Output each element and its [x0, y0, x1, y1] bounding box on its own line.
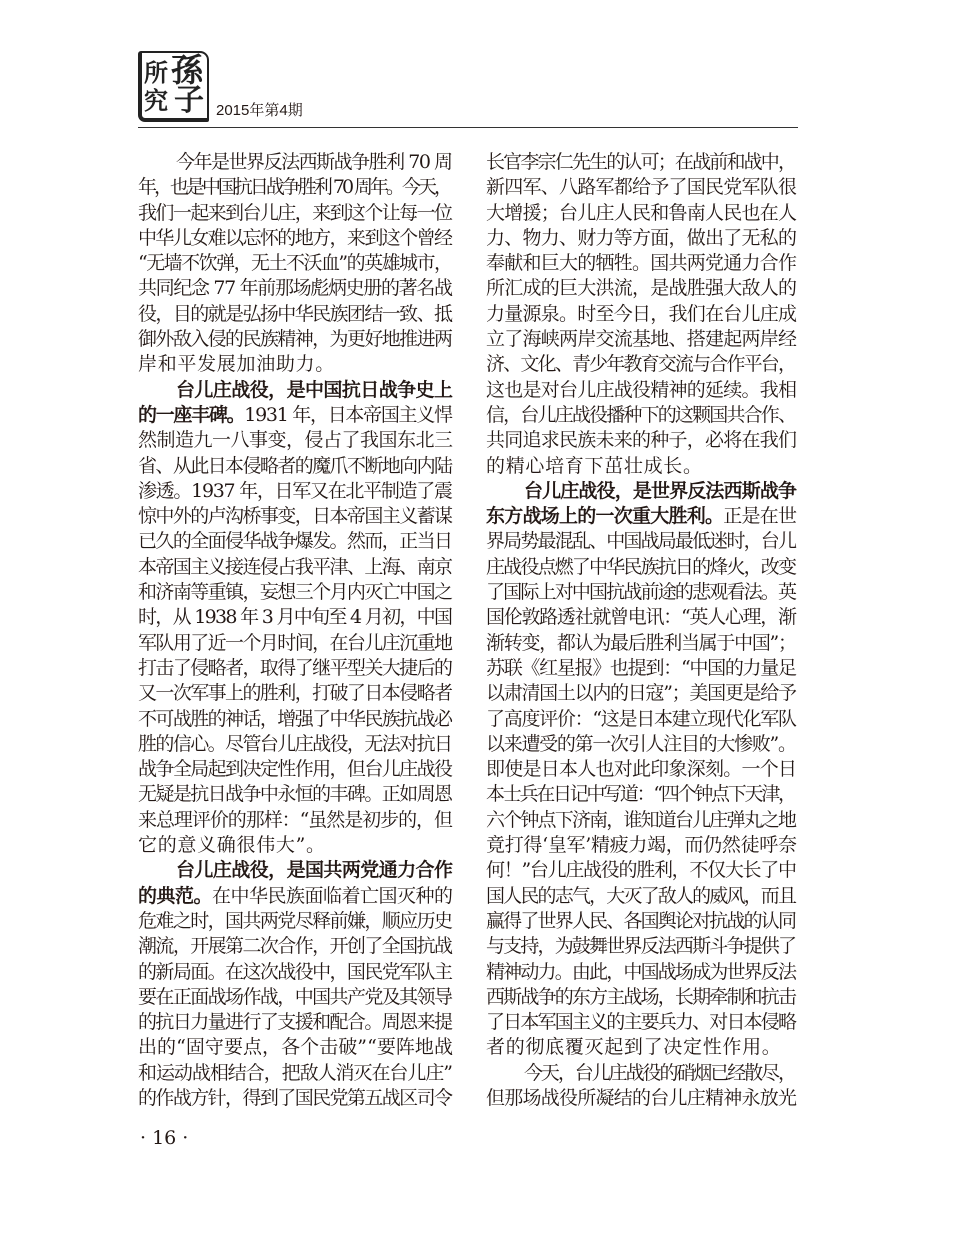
text-line: 共同纪念 77 年前那场彪炳史册的著名战 [138, 277, 452, 300]
text-line [138, 884, 453, 909]
bold-lead-in: 的一座丰碑。 [138, 403, 245, 426]
text-line: 今年是世界反法西斯战争胜利 70 周 [176, 151, 452, 173]
text-line: 然制造九一八事变，侵占了我国东北三 [138, 429, 453, 452]
text-line: 界局势最混乱、中国战局最低迷时，台儿 [486, 530, 796, 553]
text-line: 省、从此日本侵略者的魔爪不断地向内陆 [138, 454, 452, 477]
text-line: 立了海峡两岸交流基地、搭建起两岸经 [486, 328, 797, 351]
text-line: 力量源泉。时至今日，我们在台儿庄成 [486, 302, 797, 325]
text-line: 潮流，开展第二次合作，开创了全国抗战 [138, 935, 452, 958]
text-line: 又一次军事上的胜利，打破了日本侵略者 [138, 682, 452, 705]
text-line: 中华儿女难以忘怀的地方，来到这个曾经 [138, 226, 452, 249]
line-text: 1931 年，日本帝国主义悍 [244, 403, 452, 426]
text-line: 岸和平发展加油助力。 [138, 353, 336, 376]
line-text: 在中华民族面临着亡国灭种的 [212, 884, 453, 907]
paragraph [486, 479, 797, 1061]
text-line: 信，台儿庄战役播种下的这颗国共合作、 [486, 403, 796, 426]
text-line: 济、文化、青少年教育交流与合作平台， [486, 353, 796, 376]
journal-logo [138, 51, 209, 122]
logo-char: 所 [144, 58, 168, 87]
text-line: 我们一起来到台儿庄，来到这个让每一位 [138, 201, 452, 224]
text-line: 它的意义确很伟大”。 [138, 834, 326, 857]
text-line: 国人民的志气，大灭了敌人的威风，而且 [486, 884, 796, 907]
text-line [138, 403, 453, 428]
issue-label: 2015年第4期 [216, 102, 303, 119]
text-line: “无墙不饮弹，无土不沃血”的英雄城市， [138, 252, 452, 275]
text-line: 打击了侵略者，取得了继平型关大捷后的 [138, 656, 452, 679]
text-line: 和运动战相结合，把敌人消灭在台儿庄” [138, 1061, 452, 1084]
text-line [486, 504, 797, 529]
text-line: 这也是对台儿庄战役精神的延续。我相 [486, 378, 797, 401]
text-line: 要在正面战场作战，中国共产党及其领导 [138, 985, 452, 1008]
text-line: 力、物力、财力等方面，做出了无私的 [486, 226, 797, 249]
paragraph [486, 150, 797, 479]
text-line: 的新局面。在这次战役中，国民党军队主 [138, 960, 452, 983]
bold-lead-in: 台儿庄战役，是中国抗日战争史上 [176, 378, 453, 401]
text-line: 何！”台儿庄战役的胜利，不仅大长了中 [486, 859, 796, 882]
text-line: 惊中外的卢沟桥事变，日本帝国主义蓄谋 [138, 505, 452, 528]
page-number: · 16 · [140, 1127, 189, 1149]
text-line: 精神动力。由此，中国战场成为世界反法 [486, 960, 796, 983]
text-line: 胜的信心。尽管台儿庄战役，无法对抗日 [138, 732, 452, 755]
text-line: 共同追求民族未来的种子，必将在我们 [486, 429, 797, 452]
text-line: 和济南等重镇，妄想三个月内灭亡中国之 [138, 581, 452, 604]
logo-char: 孫 [171, 51, 204, 89]
paragraph [138, 150, 453, 378]
text-line: 本帝国主义接连侵占我平津、上海、南京 [138, 555, 452, 578]
text-line: 不可战胜的神话，增强了中华民族抗战必 [138, 707, 452, 730]
text-line: 无疑是抗日战争中永恒的丰碑。正如周恩 [138, 783, 452, 806]
text-line [486, 479, 797, 504]
bold-lead-in: 台儿庄战役，是国共两党通力合作 [176, 859, 453, 882]
text-line: 年，也是中国抗日战争胜利 70 周年。今天， [138, 176, 450, 199]
paragraph [138, 378, 453, 859]
text-line: 长官李宗仁先生的认可；在战前和战中， [486, 151, 796, 173]
text-line: 御外敌入侵的民族精神，为更好地推进两 [138, 328, 452, 351]
text-line: 军队用了近一个月时间，在台儿庄沉重地 [138, 631, 452, 654]
header-rule [138, 127, 798, 128]
text-line: 奉献和巨大的牺牲。国共两党通力合作 [486, 252, 797, 275]
text-line: 者的彻底覆灭起到了决定性作用。 [486, 1036, 782, 1059]
logo-char: 子 [174, 83, 204, 118]
text-line: 今天，台儿庄战役的硝烟已经散尽， [524, 1061, 795, 1084]
text-line: 大增援；台儿庄人民和鲁南人民也在人 [486, 201, 797, 224]
text-line: 六个钟点下济南，谁知道台儿庄弹丸之地 [486, 808, 796, 831]
text-line: 庄战役点燃了中华民族抗日的烽火，改变 [486, 555, 796, 578]
text-line: 了日本军国主义的主要兵力、对日本侵略 [486, 1011, 796, 1034]
text-line: 新四军、八路军都给予了国民党军队很 [486, 176, 797, 199]
text-line: 来总理评价的那样：“虽然是初步的，但 [138, 808, 452, 831]
text-line [138, 378, 453, 403]
text-line: 渗透。1937 年，日军又在北平制造了震 [138, 479, 452, 502]
text-line: 的精心培育下茁壮成长。 [486, 454, 703, 477]
text-line: 了高度评价：“这是日本建立现代化军队 [486, 707, 796, 730]
left-column [138, 150, 453, 1111]
text-line: 以肃清国土以内的日寇”；美国更是给予 [486, 682, 796, 705]
text-line: 战争全局起到决定性作用，但台儿庄战役 [138, 758, 452, 781]
text-line: 已久的全面侵华战争爆发。然而，正当日 [138, 530, 452, 553]
paragraph [486, 1061, 797, 1112]
text-line: 危难之时，国共两党尽释前嫌，顺应历史 [138, 909, 452, 932]
text-line: 国伦敦路透社就曾电讯：“英人心理，渐 [486, 606, 796, 629]
text-line: 本士兵在日记中写道：“四个钟点下天津， [486, 783, 795, 806]
text-line: 但那场战役所凝结的台儿庄精神永放光 [486, 1086, 797, 1109]
text-line: 的抗日力量进行了支援和配合。周恩来提 [138, 1011, 452, 1034]
text-line: 了国际上对中国抗战前途的悲观看法。英 [486, 581, 796, 604]
text-line: 即使是日本人也对此印象深刻。一个日 [486, 758, 797, 781]
text-line: 役，目的就是弘扬中华民族团结一致、抵 [138, 302, 452, 325]
bold-lead-in: 的典范。 [138, 884, 212, 907]
text-line: 渐转变，都认为最后胜利当属于中国”； [486, 631, 796, 654]
text-line: 赢得了世界人民、各国舆论对抗战的认同 [486, 909, 796, 932]
line-text: 正是在世 [723, 505, 797, 528]
text-line: 所汇成的巨大洪流，是战胜强大敌人的 [486, 277, 797, 300]
paragraph [138, 858, 453, 1111]
text-line: 苏联《红星报》也提到：“中国的力量足 [486, 656, 796, 679]
logo-char: 究 [144, 86, 168, 115]
text-line: 的作战方针，得到了国民党第五战区司令 [138, 1086, 452, 1109]
text-line: 与支持，为鼓舞世界反法西斯斗争提供了 [486, 935, 796, 958]
text-line: 时，从 1938 年 3 月中旬至 4 月初，中国 [138, 606, 452, 629]
text-line: 西斯战争的东方主战场，长期牵制和抗击 [486, 985, 796, 1008]
text-line: 竟打得‘皇军’精疲力竭，而仍然徒呼奈 [486, 834, 797, 857]
text-line: 出的“固守要点，各个击破”“要阵地战 [138, 1036, 454, 1059]
right-column [486, 150, 797, 1111]
text-line [138, 858, 453, 883]
bold-lead-in: 台儿庄战役，是世界反法西斯战争 [524, 479, 797, 502]
bold-lead-in: 东方战场上的一次重大胜利。 [486, 505, 724, 528]
text-line: 以来遭受的第一次引人注目的大惨败”。 [486, 732, 796, 755]
